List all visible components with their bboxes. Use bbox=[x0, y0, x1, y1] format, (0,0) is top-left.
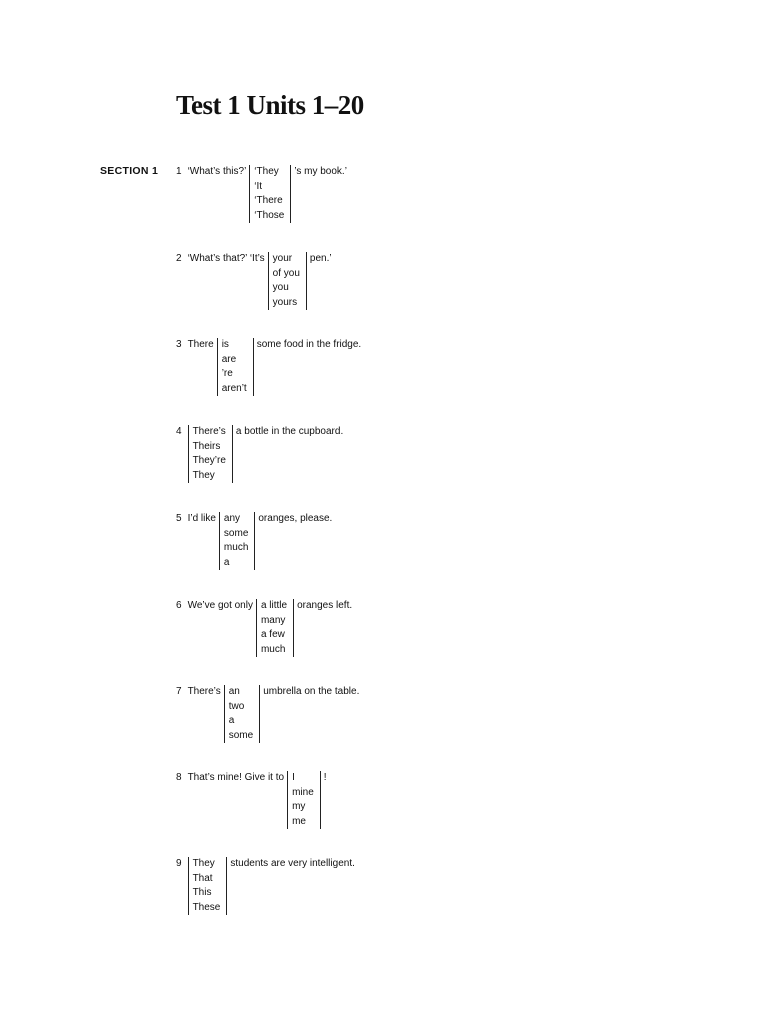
answer-option[interactable]: ’re bbox=[221, 368, 233, 379]
question-number: 9 bbox=[176, 858, 182, 869]
answer-option[interactable]: yours bbox=[272, 296, 298, 308]
question-number: 1 bbox=[176, 166, 182, 177]
question-number: 7 bbox=[176, 686, 182, 697]
answer-option[interactable]: your bbox=[272, 253, 293, 264]
answer-choices bbox=[219, 512, 255, 570]
answer-option[interactable]: aren’t bbox=[221, 382, 247, 394]
answer-option[interactable]: much bbox=[223, 542, 249, 553]
answer-choices bbox=[256, 599, 294, 657]
answer-option[interactable]: some bbox=[223, 527, 249, 539]
answer-choices bbox=[249, 165, 291, 223]
answer-option[interactable]: two bbox=[228, 700, 245, 712]
question-text-after: ’s my book.’ bbox=[294, 166, 347, 177]
answer-option[interactable]: I bbox=[292, 772, 295, 783]
answer-option[interactable]: ‘It bbox=[254, 180, 263, 192]
answer-option[interactable]: my bbox=[292, 801, 306, 812]
answer-choices bbox=[287, 771, 321, 829]
answer-option[interactable]: many bbox=[260, 614, 286, 626]
page-title: Test 1 Units 1–20 bbox=[176, 90, 364, 120]
question-8 bbox=[176, 771, 327, 829]
question-number: 4 bbox=[176, 426, 182, 437]
answer-option[interactable]: ‘There bbox=[254, 195, 283, 206]
answer-option[interactable]: That bbox=[192, 872, 213, 884]
answer-option[interactable]: mine bbox=[292, 786, 314, 798]
question-text-after: oranges, please. bbox=[258, 513, 333, 524]
answer-option[interactable]: are bbox=[221, 353, 237, 365]
question-text-after: a bottle in the cupboard. bbox=[235, 426, 344, 437]
answer-option[interactable]: me bbox=[292, 815, 306, 827]
question-text-before: That’s mine! Give it to bbox=[187, 772, 285, 783]
answer-option[interactable]: much bbox=[260, 643, 286, 655]
answer-option[interactable]: any bbox=[223, 513, 241, 524]
question-9 bbox=[176, 857, 355, 915]
answer-option[interactable]: There’s bbox=[192, 426, 226, 437]
answer-choices bbox=[268, 252, 307, 310]
question-2 bbox=[176, 252, 332, 310]
question-3 bbox=[176, 338, 361, 396]
answer-option[interactable]: a little bbox=[260, 600, 288, 611]
answer-option[interactable]: of you bbox=[272, 267, 300, 279]
question-text-after: some food in the fridge. bbox=[256, 339, 362, 350]
question-text-after: students are very intelligent. bbox=[230, 858, 355, 869]
question-number: 3 bbox=[176, 339, 182, 350]
answer-option[interactable]: They’re bbox=[192, 455, 226, 466]
answer-option[interactable]: you bbox=[272, 282, 289, 293]
answer-choices bbox=[217, 338, 254, 396]
question-4 bbox=[176, 425, 343, 483]
answer-option[interactable]: They bbox=[192, 858, 215, 869]
question-text-after: ! bbox=[323, 772, 327, 783]
answer-option[interactable]: a bbox=[228, 715, 235, 726]
question-number: 5 bbox=[176, 513, 182, 524]
answer-option[interactable]: is bbox=[221, 339, 229, 350]
question-text-before: ‘What’s this?’ bbox=[187, 166, 247, 177]
question-text-before: We’ve got only bbox=[187, 600, 253, 611]
question-number: 2 bbox=[176, 253, 182, 264]
answer-option[interactable]: ‘Those bbox=[254, 209, 285, 221]
question-text-after: oranges left. bbox=[297, 600, 353, 611]
answer-option[interactable]: They bbox=[192, 469, 215, 481]
answer-choices bbox=[188, 857, 228, 915]
question-1 bbox=[176, 165, 347, 223]
question-text-after: pen.’ bbox=[309, 253, 332, 264]
section-label: SECTION 1 bbox=[100, 165, 159, 177]
answer-option[interactable]: This bbox=[192, 887, 212, 898]
question-text-before: I’d like bbox=[187, 513, 216, 524]
answer-option[interactable]: a bbox=[223, 556, 230, 568]
answer-option[interactable]: an bbox=[228, 686, 240, 697]
question-text-before: There’s bbox=[187, 686, 221, 697]
answer-choices bbox=[224, 685, 260, 743]
question-7 bbox=[176, 685, 359, 743]
question-text-before: There bbox=[187, 339, 214, 350]
question-5 bbox=[176, 512, 332, 570]
answer-option[interactable]: ‘They bbox=[254, 166, 279, 177]
answer-option[interactable]: These bbox=[192, 901, 221, 913]
answer-option[interactable]: a few bbox=[260, 629, 285, 640]
question-6 bbox=[176, 599, 352, 657]
answer-choices bbox=[188, 425, 233, 483]
question-text-before: ‘What’s that?’ ‘It’s bbox=[187, 253, 265, 264]
question-number: 6 bbox=[176, 600, 182, 611]
question-text-after: umbrella on the table. bbox=[263, 686, 360, 697]
answer-option[interactable]: Theirs bbox=[192, 440, 221, 452]
question-number: 8 bbox=[176, 772, 182, 783]
answer-option[interactable]: some bbox=[228, 729, 254, 741]
